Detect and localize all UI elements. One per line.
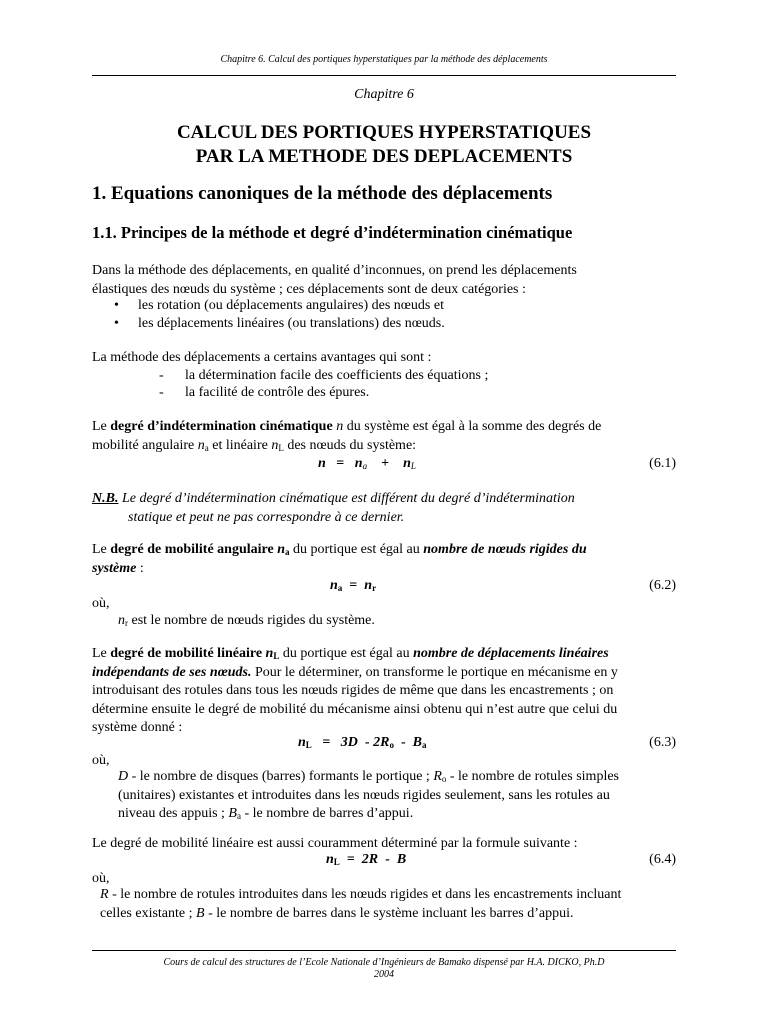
linear-line4: détermine ensuite le degré de mobilité du mécanisme ainsi obtenu qui n’est autre que celui du <box>92 701 618 717</box>
nb-line1: N.B. Le degré d’indétermination cinématique est différent du degré d’indétermination <box>92 491 575 506</box>
paragraph-intro-line1: Dans la méthode des déplacements, en qualité d’inconnues, on prend les déplacements <box>92 263 577 278</box>
angular-line1: Le degré de mobilité angulaire $n_a$ du portique est égal au nombre de nœuds rigides du <box>92 542 587 557</box>
paragraph-formula-intro: Le degré de mobilité linéaire est aussi couramment déterminé par la formule suivante : <box>92 836 578 851</box>
where-label: où, <box>92 871 110 886</box>
advantages-intro: La méthode des déplacements a certains avantages qui sont : <box>92 350 432 365</box>
equation-6-1: n = $n_a$ + $n_L$ <box>318 456 416 471</box>
chapter-title-line2: PAR LA METHODE DES DEPLACEMENTS <box>195 146 573 167</box>
where-d-line3: niveau des appuis ; $B_a$ - le nombre de barres d’appui. <box>118 806 414 822</box>
paragraph-intro-line2: élastiques des nœuds du système ; ces déplacements sont de deux catégories : <box>92 281 526 297</box>
equation-6-3: $n_L$ = $3D - 2R_o - B_a$ <box>298 735 427 750</box>
where-label: où, <box>92 596 110 611</box>
section-1-heading: 1. Equations canoniques de la méthode des déplacements <box>92 183 553 204</box>
equation-6-4: $n_L = 2R - B$ <box>326 852 407 867</box>
equation-number: (6.4) <box>649 852 676 867</box>
kinematic-line2: mobilité angulaire $n_a$ et linéaire $n_L$ des nœuds du système: <box>92 437 417 453</box>
where-label: où, <box>92 753 110 768</box>
bullet-text: les rotation (ou déplacements angulaires) des nœuds et <box>138 298 444 313</box>
footer-line1: Cours de calcul des structures de l’Ecole Nationale d’Ingénieurs de Bamako dispensé par H.A. DICKO, Ph.D <box>163 957 605 968</box>
paragraph-angular-mobility <box>92 541 676 578</box>
bullet-icon: • <box>114 298 119 313</box>
nb-line2: statique et peut ne pas correspondre à ce dernier. <box>128 509 405 525</box>
running-header: Chapitre 6. Calcul des portiques hyperstatiques par la méthode des déplacements <box>220 54 548 65</box>
paragraph-intro <box>92 262 676 299</box>
where-r-line1: R - le nombre de rotules introduites dans les nœuds rigides et dans les encastrements incluant <box>100 887 622 902</box>
paragraph-linear-mobility <box>92 645 676 738</box>
equation-number: (6.2) <box>649 578 676 593</box>
kinematic-line1: Le degré d’indétermination cinématique n du système est égal à la somme des degrés de <box>92 419 602 434</box>
dash-text: la facilité de contrôle des épures. <box>185 385 370 400</box>
footer-line2: 2004 <box>374 969 394 980</box>
where-r-b-definition <box>100 886 676 923</box>
paragraph-kinematic-degree <box>92 418 676 455</box>
bullet-icon: • <box>114 316 119 331</box>
equation-number: (6.3) <box>649 735 676 750</box>
equation-6-2: $n_a = n_r$ <box>330 578 377 593</box>
dash-icon: - <box>159 368 164 383</box>
equation-number: (6.1) <box>649 456 676 471</box>
bullet-text: les déplacements linéaires (ou translations) des nœuds. <box>138 316 445 331</box>
where-d-r-b-definition <box>118 768 676 824</box>
chapter-title <box>92 121 676 169</box>
chapter-title-line1: CALCUL DES PORTIQUES HYPERSTATIQUES <box>176 122 592 143</box>
linear-line5: système donné : <box>92 720 183 736</box>
nb-note <box>92 490 676 527</box>
footer-rule <box>92 950 676 951</box>
linear-line1: Le degré de mobilité linéaire $n_L$ du portique est égal au nombre de déplacements linéaires <box>92 646 609 661</box>
where-d-line1: D - le nombre de disques (barres) formants le portique ; $R_o$ - le nombre de rotules simples <box>118 769 620 784</box>
angular-line2: système : <box>92 560 144 576</box>
header-rule <box>92 75 676 76</box>
chapter-label: Chapitre 6 <box>354 87 414 102</box>
linear-line2: indépendants de ses nœuds. Pour le déterminer, on transforme le portique en mécanisme en y <box>92 664 618 680</box>
dash-text: la détermination facile des coefficients des équations ; <box>185 368 489 383</box>
where-r-line2: celles existante ; B - le nombre de barres dans le système incluant les barres d’appui. <box>100 905 574 921</box>
section-1-1-heading: 1.1. Principes de la méthode et degré d’indétermination cinématique <box>92 223 573 242</box>
dash-icon: - <box>159 385 164 400</box>
where-d-line2: (unitaires) existantes et introduites dans les nœuds rigides seulement, sans les rotules au <box>118 787 610 803</box>
where-nr-definition: $n_r$ est le nombre de nœuds rigides du système. <box>118 613 375 628</box>
linear-line3: introduisant des rotules dans tous les nœuds rigides de même que dans les encastrements ; on <box>92 683 614 699</box>
footer <box>92 957 676 981</box>
